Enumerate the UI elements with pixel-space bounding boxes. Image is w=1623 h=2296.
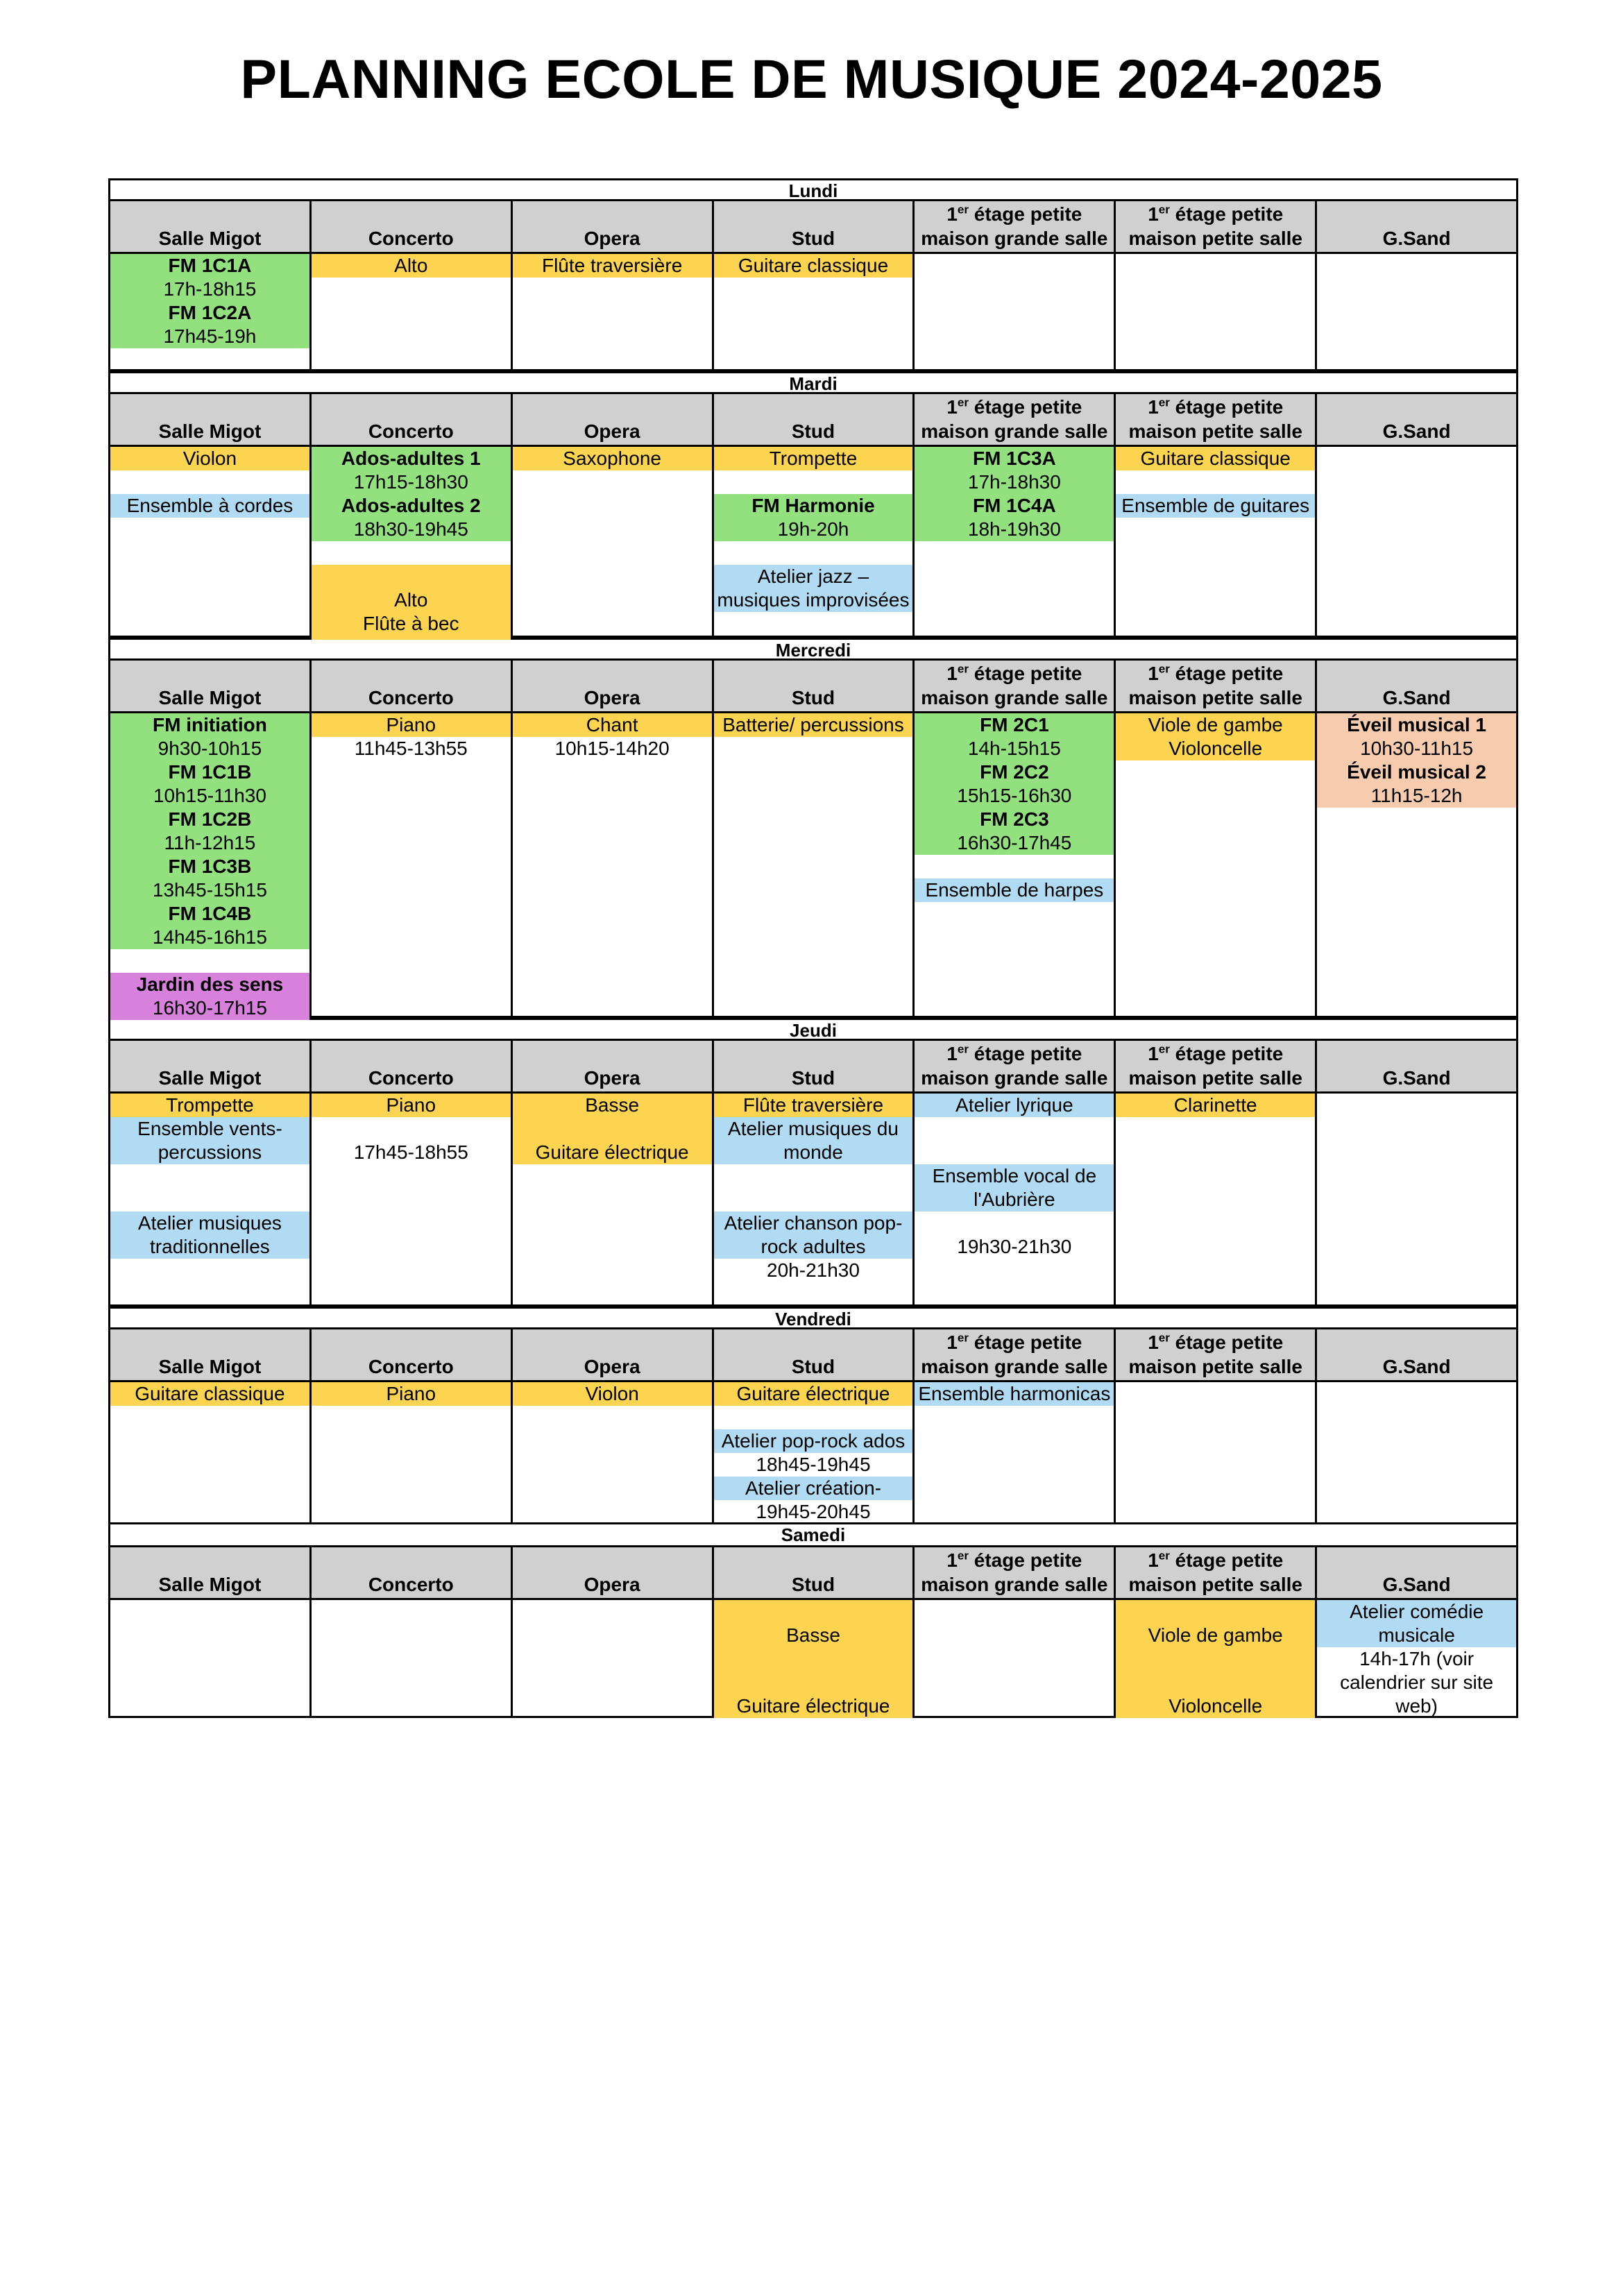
course-label: Viole de gambe: [1116, 713, 1315, 737]
course-label: Flûte à bec: [363, 613, 459, 634]
course-label: FM 1C3B: [110, 855, 309, 878]
col-stud: Stud: [714, 1041, 915, 1091]
course-label: FM Harmonie: [714, 494, 913, 518]
course-label: FM 1C1A: [110, 254, 309, 278]
course-label: Alto: [312, 254, 511, 278]
course-time: 17h45-19h: [110, 325, 309, 348]
course-time: 14h-17h (voir: [1359, 1648, 1475, 1669]
cell-jeudi-opera: [513, 1094, 714, 1304]
col-petite-salle: 1er étage petite maison petite salle: [1116, 1547, 1317, 1598]
course-time: 16h30-17h45: [915, 831, 1114, 855]
course-block: [1317, 1600, 1516, 1647]
course-block: [714, 1117, 913, 1164]
cell-samedi-opera: [513, 1600, 714, 1716]
course-time: 19h30-21h30: [957, 1236, 1072, 1257]
col-concerto: Concerto: [312, 1329, 513, 1380]
course-label: FM 2C2: [915, 760, 1114, 784]
col-opera: Opera: [513, 1329, 714, 1380]
course-label: Atelier musiques du: [728, 1118, 899, 1139]
course-time: 18h-19h30: [915, 518, 1114, 541]
course-label: Flûte traversière: [513, 254, 712, 278]
cell-jeudi-concerto: [312, 1094, 513, 1304]
course-time: 17h-18h30: [915, 470, 1114, 494]
cell-lundi-concerto: [312, 254, 513, 369]
col-concerto: Concerto: [312, 201, 513, 252]
course-label: Ensemble de guitares: [1116, 494, 1315, 518]
course-label: Trompette: [110, 1094, 309, 1117]
course-time: 19h45-20h45: [756, 1501, 871, 1522]
cell-mercredi-petite-salle: [1116, 713, 1317, 1016]
cell-mardi-gsand: [1317, 447, 1518, 636]
course-label: Ensemble vocal de: [932, 1165, 1097, 1187]
course-label: Violoncelle: [1169, 1695, 1263, 1717]
course-block: [714, 1211, 913, 1259]
column-header-row: [108, 1545, 1518, 1598]
course-label: Batterie/ percussions: [714, 713, 913, 737]
course-time: 11h15-12h: [1317, 784, 1516, 808]
col-salle-migot: Salle Migot: [110, 1329, 312, 1380]
col-gsand: G.Sand: [1317, 394, 1518, 445]
course-label: Piano: [312, 1094, 511, 1117]
course-label: Basse: [585, 1094, 640, 1116]
course-time: 18h45-19h45: [756, 1454, 871, 1475]
cell-mardi-stud: [714, 447, 915, 636]
day-header-vendredi: Vendredi: [108, 1307, 1518, 1327]
cell-mercredi-opera: [513, 713, 714, 1016]
col-stud: Stud: [714, 394, 915, 445]
col-opera: Opera: [513, 1547, 714, 1598]
course-label: Piano: [312, 713, 511, 737]
course-label: percussions: [158, 1141, 262, 1163]
course-time: 20h-21h30: [767, 1259, 860, 1281]
course-label: Guitare électrique: [736, 1695, 890, 1717]
column-header-row: [108, 658, 1518, 711]
col-stud: Stud: [714, 1547, 915, 1598]
spacer: [1116, 1647, 1315, 1694]
spacer: [513, 1117, 712, 1141]
course-label: FM 1C4A: [915, 494, 1114, 518]
course-time: 10h15-11h30: [110, 784, 309, 808]
day-row-samedi: [108, 1598, 1518, 1718]
course-time: 11h45-13h55: [354, 738, 468, 759]
day-header-lundi: Lundi: [108, 178, 1518, 199]
cell-samedi-concerto: [312, 1600, 513, 1716]
cell-mercredi-concerto: [312, 713, 513, 1016]
course-label: FM 1C3A: [915, 447, 1114, 470]
course-label: FM 1C2A: [110, 301, 309, 325]
cell-jeudi-petite-salle: [1116, 1094, 1317, 1304]
cell-jeudi-grande-salle: [915, 1094, 1116, 1304]
course-label: Atelier création-: [714, 1477, 913, 1500]
cell-vendredi-concerto: [312, 1382, 513, 1522]
course-label: Ados-adultes 2: [312, 494, 511, 518]
course-block: [1116, 1600, 1315, 1718]
cell-vendredi-salle-migot: [110, 1382, 312, 1522]
course-block: [1317, 1647, 1516, 1718]
course-label: Guitare électrique: [714, 1382, 913, 1406]
cell-mercredi-salle-migot: [110, 713, 312, 1019]
course-label: Ensemble de harpes: [915, 878, 1114, 902]
cell-lundi-petite-salle: [1116, 254, 1317, 369]
course-time: 13h45-15h15: [110, 878, 309, 902]
cell-lundi-grande-salle: [915, 254, 1116, 369]
course-block: [915, 1164, 1114, 1211]
col-concerto: Concerto: [312, 394, 513, 445]
page-title: PLANNING ECOLE DE MUSIQUE 2024-2025: [240, 48, 1383, 110]
course-label: Alto: [394, 589, 428, 611]
course-label: Atelier lyrique: [915, 1094, 1114, 1117]
day-row-lundi: [108, 252, 1518, 371]
column-header-row: [108, 392, 1518, 445]
cell-lundi-stud: [714, 254, 915, 369]
col-gsand: G.Sand: [1317, 1329, 1518, 1380]
cell-vendredi-grande-salle: [915, 1382, 1116, 1522]
course-time: 18h30-19h45: [312, 518, 511, 541]
col-stud: Stud: [714, 661, 915, 711]
course-label: Guitare électrique: [535, 1141, 689, 1163]
course-label: Guitare classique: [1116, 447, 1315, 470]
course-label: Éveil musical 2: [1317, 760, 1516, 784]
cell-samedi-stud: [714, 1600, 915, 1716]
col-gsand: G.Sand: [1317, 1041, 1518, 1091]
course-block: [714, 1600, 913, 1718]
col-petite-salle: 1er étage petite maison petite salle: [1116, 1041, 1317, 1091]
course-label: Violon: [110, 447, 309, 470]
course-label: Ados-adultes 1: [312, 447, 511, 470]
course-time: 15h15-16h30: [915, 784, 1114, 808]
col-gsand: G.Sand: [1317, 201, 1518, 252]
course-label: FM 1C4B: [110, 902, 309, 926]
course-label: Ensemble vents-: [137, 1118, 282, 1139]
day-header-mercredi: Mercredi: [108, 638, 1518, 658]
course-label: FM 2C3: [915, 808, 1114, 831]
cell-lundi-opera: [513, 254, 714, 369]
col-grande-salle: 1er étage petite maison grande salle: [915, 1547, 1116, 1598]
col-grande-salle: 1er étage petite maison grande salle: [915, 1329, 1116, 1380]
column-header-row: [108, 1039, 1518, 1091]
cell-samedi-petite-salle: [1116, 1600, 1317, 1716]
col-concerto: Concerto: [312, 1547, 513, 1598]
day-header-samedi: Samedi: [108, 1524, 1518, 1545]
course-label: rock adultes: [760, 1236, 866, 1257]
day-header-mardi: Mardi: [108, 371, 1518, 392]
col-grande-salle: 1er étage petite maison grande salle: [915, 661, 1116, 711]
cell-lundi-salle-migot: [110, 254, 312, 369]
course-label: FM initiation: [110, 713, 309, 737]
course-time: 16h30-17h15: [110, 996, 309, 1020]
course-label: Chant: [513, 713, 712, 737]
course-label: Viole de gambe: [1148, 1624, 1283, 1646]
day-row-vendredi: [108, 1380, 1518, 1524]
col-concerto: Concerto: [312, 661, 513, 711]
course-label: Ensemble à cordes: [110, 494, 309, 518]
course-label: musicale: [1378, 1624, 1455, 1646]
cell-samedi-gsand: [1317, 1600, 1518, 1716]
col-gsand: G.Sand: [1317, 1547, 1518, 1598]
course-label: calendrier sur site: [1340, 1672, 1494, 1693]
course-time: 14h-15h15: [915, 737, 1114, 760]
day-row-jeudi: [108, 1091, 1518, 1307]
course-time: 14h45-16h15: [110, 926, 309, 949]
course-block: [513, 1094, 712, 1164]
cell-samedi-salle-migot: [110, 1600, 312, 1716]
course-label: FM 2C1: [915, 713, 1114, 737]
cell-vendredi-gsand: [1317, 1382, 1518, 1522]
course-label: Atelier comédie: [1350, 1601, 1484, 1622]
spacer: [1116, 1600, 1315, 1624]
col-opera: Opera: [513, 661, 714, 711]
course-label: Saxophone: [513, 447, 712, 470]
col-salle-migot: Salle Migot: [110, 661, 312, 711]
course-time: 9h30-10h15: [110, 737, 309, 760]
course-time: 17h-18h15: [110, 278, 309, 301]
cell-samedi-grande-salle: [915, 1600, 1116, 1716]
col-concerto: Concerto: [312, 1041, 513, 1091]
cell-vendredi-stud: [714, 1382, 915, 1522]
course-label: Guitare classique: [110, 1382, 309, 1406]
course-label: Clarinette: [1116, 1094, 1315, 1117]
col-opera: Opera: [513, 1041, 714, 1091]
course-label: Jardin des sens: [110, 973, 309, 996]
course-label: monde: [783, 1141, 843, 1163]
column-header-row: [108, 199, 1518, 252]
col-petite-salle: 1er étage petite maison petite salle: [1116, 394, 1317, 445]
col-salle-migot: Salle Migot: [110, 394, 312, 445]
col-petite-salle: 1er étage petite maison petite salle: [1116, 201, 1317, 252]
course-label: FM 1C1B: [110, 760, 309, 784]
course-block: [110, 1211, 309, 1259]
course-block: [714, 565, 913, 612]
course-label: Guitare classique: [714, 254, 913, 278]
cell-vendredi-opera: [513, 1382, 714, 1522]
col-opera: Opera: [513, 201, 714, 252]
course-time: 11h-12h15: [110, 831, 309, 855]
course-label: Éveil musical 1: [1317, 713, 1516, 737]
course-time: 19h-20h: [714, 518, 913, 541]
cell-mercredi-gsand: [1317, 713, 1518, 1016]
col-stud: Stud: [714, 1329, 915, 1380]
course-label: Atelier musiques: [137, 1212, 282, 1234]
course-label: Violoncelle: [1116, 737, 1315, 760]
col-stud: Stud: [714, 201, 915, 252]
day-header-jeudi: Jeudi: [108, 1018, 1518, 1039]
course-time: 10h30-11h15: [1317, 737, 1516, 760]
col-salle-migot: Salle Migot: [110, 201, 312, 252]
cell-mercredi-stud: [714, 713, 915, 1016]
course-label: Basse: [786, 1624, 840, 1646]
course-time: 17h45-18h55: [353, 1141, 468, 1163]
course-label: Ensemble harmonicas: [915, 1382, 1114, 1406]
course-block: [312, 565, 511, 640]
course-time: 10h15-14h20: [554, 738, 670, 759]
course-label: Piano: [312, 1382, 511, 1406]
course-label: Atelier pop-rock ados: [714, 1429, 913, 1453]
cell-vendredi-petite-salle: [1116, 1382, 1317, 1522]
col-petite-salle: 1er étage petite maison petite salle: [1116, 661, 1317, 711]
column-header-row: [108, 1327, 1518, 1380]
course-label: Trompette: [714, 447, 913, 470]
course-label: traditionnelles: [150, 1236, 270, 1257]
cell-jeudi-salle-migot: [110, 1094, 312, 1304]
cell-mardi-opera: [513, 447, 714, 636]
cell-jeudi-stud: [714, 1094, 915, 1304]
course-label: Atelier chanson pop-: [724, 1212, 903, 1234]
course-label: Flûte traversière: [714, 1094, 913, 1117]
day-row-mardi: [108, 445, 1518, 638]
cell-mardi-petite-salle: [1116, 447, 1317, 636]
course-block: [110, 1117, 309, 1164]
col-petite-salle: 1er étage petite maison petite salle: [1116, 1329, 1317, 1380]
course-label: Atelier jazz –: [757, 566, 869, 587]
col-salle-migot: Salle Migot: [110, 1547, 312, 1598]
col-gsand: G.Sand: [1317, 661, 1518, 711]
day-row-mercredi: [108, 711, 1518, 1018]
cell-jeudi-gsand: [1317, 1094, 1518, 1304]
spacer: [714, 1647, 913, 1694]
course-label: FM 1C2B: [110, 808, 309, 831]
cell-mardi-grande-salle: [915, 447, 1116, 636]
schedule-table: [108, 178, 1518, 1718]
col-grande-salle: 1er étage petite maison grande salle: [915, 1041, 1116, 1091]
course-label: musiques improvisées: [717, 589, 910, 611]
course-label: l'Aubrière: [974, 1189, 1055, 1210]
cell-mardi-salle-migot: [110, 447, 312, 636]
course-label: web): [1395, 1695, 1438, 1717]
col-opera: Opera: [513, 394, 714, 445]
col-salle-migot: Salle Migot: [110, 1041, 312, 1091]
cell-mardi-concerto: [312, 447, 513, 636]
course-time: 17h15-18h30: [312, 470, 511, 494]
col-grande-salle: 1er étage petite maison grande salle: [915, 201, 1116, 252]
cell-mercredi-grande-salle: [915, 713, 1116, 1016]
cell-lundi-gsand: [1317, 254, 1518, 369]
col-grande-salle: 1er étage petite maison grande salle: [915, 394, 1116, 445]
spacer: [714, 1600, 913, 1624]
course-label: Violon: [513, 1382, 712, 1406]
